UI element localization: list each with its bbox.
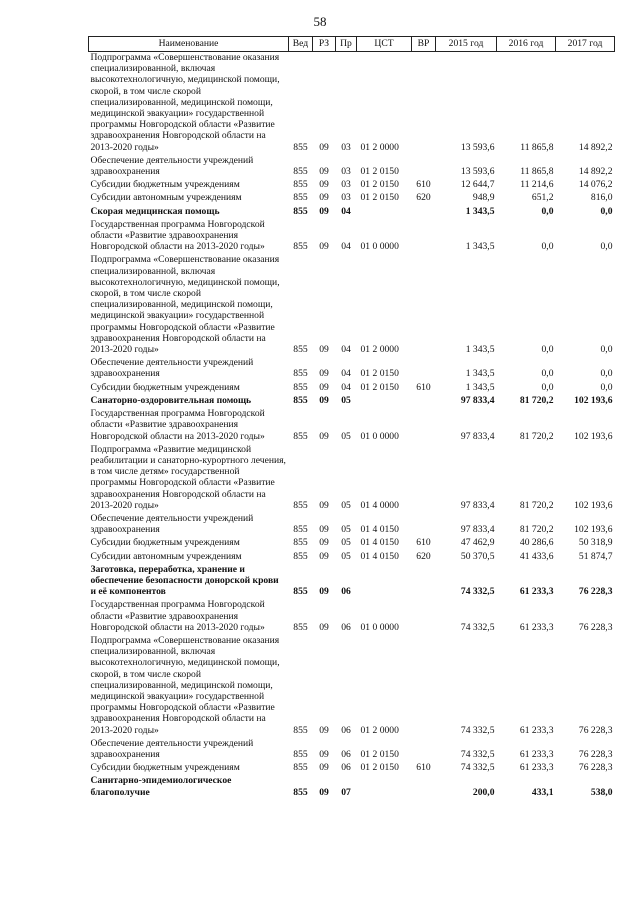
cell-2017: 14 892,2 xyxy=(578,141,613,153)
cell-vr xyxy=(412,597,436,633)
cell-2016: 81 720,2 xyxy=(519,430,554,442)
table-row xyxy=(89,406,615,442)
cell-2016: 433,1 xyxy=(531,786,554,798)
cell-pr: 03 xyxy=(341,179,351,191)
table-row xyxy=(89,190,615,203)
cell-pr: 04 xyxy=(341,381,351,393)
cell-pr: 04 xyxy=(341,368,351,380)
cell-rz: 09 xyxy=(319,166,329,178)
header-rz: РЗ xyxy=(313,37,336,52)
cell-2015: 97 833,4 xyxy=(460,499,495,511)
cell-2015: 1 343,5 xyxy=(465,368,495,380)
table-row xyxy=(89,217,615,253)
page-number: 58 xyxy=(313,14,327,29)
cell-vr xyxy=(412,442,436,511)
table-row xyxy=(89,442,615,511)
cell-name: Субсидии бюджетным учреждениям xyxy=(90,381,240,393)
cell-2016: 81 720,2 xyxy=(519,394,554,406)
cell-cst: 01 2 0150 xyxy=(360,762,399,774)
cell-2017: 0,0 xyxy=(600,205,613,217)
table-row xyxy=(89,562,615,598)
cell-cst: 01 4 0000 xyxy=(360,499,399,511)
cell-ved: 855 xyxy=(293,537,308,549)
cell-vr xyxy=(412,393,436,406)
cell-2017: 14 076,2 xyxy=(578,179,613,191)
cell-cst: 01 0 0000 xyxy=(360,430,399,442)
cell-2017: 76 228,3 xyxy=(578,586,613,598)
cell-2017: 0,0 xyxy=(600,381,613,393)
cell-name: Государственная программа Новгородской области «Развитие здравоохранения Новгородской области на 2013-2020 годы» xyxy=(90,599,265,633)
header-pr: Пр xyxy=(336,37,357,52)
cell-pr: 03 xyxy=(341,192,351,204)
cell-pr: 06 xyxy=(341,586,351,598)
cell-pr: 06 xyxy=(341,762,351,774)
cell-rz: 09 xyxy=(319,241,329,253)
cell-name: Подпрограмма «Совершенствование оказания специализированной, включая высокотехнологичную, медицинской помощи, скорой, в том числе скорой специализированной, медицинской помощи, медицинской эвакуации» государственной программы Новгородской области «Развитие здравоохранения Новгородской области на 2013-2020 годы» xyxy=(90,634,280,736)
cell-2015: 50 370,5 xyxy=(460,550,495,562)
table-row xyxy=(89,736,615,760)
cell-2017: 538,0 xyxy=(590,786,613,798)
cell-pr: 05 xyxy=(341,550,351,562)
cell-rz: 09 xyxy=(319,586,329,598)
cell-cst: 01 2 0150 xyxy=(360,368,399,380)
cell-cst xyxy=(357,204,412,217)
cell-2017: 816,0 xyxy=(590,192,613,204)
cell-2016: 0,0 xyxy=(541,381,554,393)
cell-ved: 855 xyxy=(293,166,308,178)
cell-rz: 09 xyxy=(319,368,329,380)
cell-2015: 13 593,6 xyxy=(460,166,495,178)
cell-ved: 855 xyxy=(293,524,308,536)
header-2017: 2017 год xyxy=(556,37,615,52)
header-2015: 2015 год xyxy=(436,37,497,52)
cell-2017: 0,0 xyxy=(600,241,613,253)
cell-rz: 09 xyxy=(319,205,329,217)
cell-ved: 855 xyxy=(293,241,308,253)
table-row xyxy=(89,393,615,406)
cell-pr: 06 xyxy=(341,748,351,760)
cell-ved: 855 xyxy=(293,430,308,442)
cell-2016: 0,0 xyxy=(541,368,554,380)
table-row xyxy=(89,252,615,355)
cell-vr: 620 xyxy=(416,192,431,204)
cell-vr xyxy=(412,252,436,355)
cell-name: Обеспечение деятельности учреждений здравоохранения xyxy=(90,737,254,760)
cell-2016: 0,0 xyxy=(541,344,554,356)
cell-2016: 61 233,3 xyxy=(519,621,554,633)
cell-rz: 09 xyxy=(319,786,329,798)
table-row xyxy=(89,633,615,736)
cell-2015: 97 833,4 xyxy=(460,524,495,536)
cell-name: Санитарно-эпидемиологическое благополучие xyxy=(90,775,232,798)
cell-2016: 61 233,3 xyxy=(519,724,554,736)
table-row xyxy=(89,52,615,153)
cell-rz: 09 xyxy=(319,179,329,191)
cell-ved: 855 xyxy=(293,344,308,356)
cell-vr: 610 xyxy=(416,762,431,774)
header-name: Наименование xyxy=(89,37,289,52)
cell-2015: 74 332,5 xyxy=(460,762,495,774)
cell-2016: 61 233,3 xyxy=(519,762,554,774)
cell-pr: 06 xyxy=(341,621,351,633)
cell-cst: 01 2 0150 xyxy=(360,166,399,178)
cell-rz: 09 xyxy=(319,394,329,406)
table-header-row xyxy=(89,37,615,52)
cell-ved: 855 xyxy=(293,394,308,406)
cell-ved: 855 xyxy=(293,550,308,562)
cell-ved: 855 xyxy=(293,586,308,598)
cell-2017: 0,0 xyxy=(600,344,613,356)
cell-vr xyxy=(412,52,436,153)
cell-rz: 09 xyxy=(319,499,329,511)
cell-vr: 610 xyxy=(416,537,431,549)
cell-2015: 1 343,5 xyxy=(465,381,495,393)
table-row xyxy=(89,549,615,562)
cell-vr: 610 xyxy=(416,179,431,191)
cell-pr: 05 xyxy=(341,430,351,442)
table-row xyxy=(89,511,615,535)
cell-2017: 76 228,3 xyxy=(578,762,613,774)
cell-name: Обеспечение деятельности учреждений здравоохранения xyxy=(90,357,254,380)
cell-vr xyxy=(412,204,436,217)
header-vr: ВР xyxy=(412,37,436,52)
table-body xyxy=(89,52,615,798)
cell-rz: 09 xyxy=(319,550,329,562)
cell-ved: 855 xyxy=(293,621,308,633)
cell-vr xyxy=(412,511,436,535)
cell-name: Субсидии бюджетным учреждениям xyxy=(90,762,240,774)
cell-name: Субсидии бюджетным учреждениям xyxy=(90,537,240,549)
cell-cst xyxy=(357,562,412,598)
cell-ved: 855 xyxy=(293,205,308,217)
cell-pr: 04 xyxy=(341,205,351,217)
table-row xyxy=(89,597,615,633)
cell-vr xyxy=(412,153,436,177)
table-row xyxy=(89,535,615,548)
header-2016: 2016 год xyxy=(497,37,556,52)
cell-2016: 61 233,3 xyxy=(519,586,554,598)
cell-ved: 855 xyxy=(293,368,308,380)
cell-cst: 01 2 0150 xyxy=(360,381,399,393)
cell-2017: 50 318,9 xyxy=(578,537,613,549)
cell-rz: 09 xyxy=(319,621,329,633)
cell-rz: 09 xyxy=(319,192,329,204)
cell-cst: 01 2 0000 xyxy=(360,724,399,736)
cell-2015: 74 332,5 xyxy=(460,748,495,760)
cell-2016: 11 865,8 xyxy=(520,166,554,178)
cell-2017: 51 874,7 xyxy=(578,550,613,562)
cell-2017: 102 193,6 xyxy=(574,499,613,511)
cell-pr: 03 xyxy=(341,166,351,178)
cell-name: Обеспечение деятельности учреждений здравоохранения xyxy=(90,154,254,178)
cell-vr xyxy=(412,773,436,797)
cell-name: Обеспечение деятельности учреждений здравоохранения xyxy=(90,512,254,536)
cell-ved: 855 xyxy=(293,762,308,774)
cell-ved: 855 xyxy=(293,748,308,760)
cell-name: Подпрограмма «Совершенствование оказания специализированной, включая высокотехнологичную, медицинской помощи, скорой, в том числе скорой специализированной, медицинской помощи, медицинской эвакуации» государственной программы Новгородской области «Развитие здравоохранения Новгородской области на 2013-2020 годы» xyxy=(90,52,280,153)
table-row xyxy=(89,760,615,773)
cell-2016: 81 720,2 xyxy=(519,524,554,536)
cell-rz: 09 xyxy=(319,762,329,774)
cell-pr: 05 xyxy=(341,394,351,406)
cell-2017: 102 193,6 xyxy=(574,394,613,406)
cell-2015: 74 332,5 xyxy=(460,724,495,736)
cell-ved: 855 xyxy=(293,786,308,798)
cell-2015: 1 343,5 xyxy=(465,344,495,356)
cell-pr: 06 xyxy=(341,724,351,736)
cell-name: Заготовка, переработка, хранение и обеспечение безопасности донорской крови и её компонентов xyxy=(90,563,279,598)
cell-cst: 01 4 0150 xyxy=(360,537,399,549)
cell-pr: 05 xyxy=(341,537,351,549)
cell-ved: 855 xyxy=(293,141,308,153)
cell-rz: 09 xyxy=(319,537,329,549)
cell-2016: 0,0 xyxy=(541,241,554,253)
cell-name: Субсидии бюджетным учреждениям xyxy=(90,179,240,191)
cell-2015: 74 332,5 xyxy=(460,586,495,598)
cell-2016: 651,2 xyxy=(531,192,554,204)
cell-2015: 74 332,5 xyxy=(460,621,495,633)
cell-vr xyxy=(412,355,436,379)
cell-2016: 11 865,8 xyxy=(520,141,554,153)
cell-2016: 11 214,6 xyxy=(520,179,554,191)
cell-cst: 01 2 0150 xyxy=(360,179,399,191)
cell-ved: 855 xyxy=(293,724,308,736)
cell-cst: 01 0 0000 xyxy=(360,621,399,633)
cell-cst xyxy=(357,773,412,797)
cell-2017: 76 228,3 xyxy=(578,621,613,633)
cell-cst: 01 4 0150 xyxy=(360,524,399,536)
cell-2015: 1 343,5 xyxy=(465,241,495,253)
cell-ved: 855 xyxy=(293,192,308,204)
cell-name: Санаторно-оздоровительная помощь xyxy=(90,394,252,406)
cell-cst: 01 2 0000 xyxy=(360,141,399,153)
cell-pr: 07 xyxy=(341,786,351,798)
cell-2015: 97 833,4 xyxy=(460,394,495,406)
cell-name: Подпрограмма «Развитие медицинской реабилитации и санаторно-курортного лечения, в том числе детям» государственной программы Новгородской области «Развитие здравоохранения Новгородской области на 2013-2020 годы» xyxy=(90,443,286,511)
cell-2016: 41 433,6 xyxy=(519,550,554,562)
cell-vr: 610 xyxy=(416,381,431,393)
cell-rz: 09 xyxy=(319,724,329,736)
cell-cst: 01 2 0150 xyxy=(360,748,399,760)
cell-2016: 0,0 xyxy=(541,205,554,217)
cell-vr xyxy=(412,736,436,760)
cell-pr: 03 xyxy=(341,141,351,153)
cell-name: Субсидии автономным учреждениям xyxy=(90,550,242,562)
cell-2015: 97 833,4 xyxy=(460,430,495,442)
cell-cst: 01 0 0000 xyxy=(360,241,399,253)
cell-2017: 102 193,6 xyxy=(574,430,613,442)
cell-name: Субсидии автономным учреждениям xyxy=(90,192,242,204)
cell-2015: 13 593,6 xyxy=(460,141,495,153)
cell-rz: 09 xyxy=(319,430,329,442)
cell-cst xyxy=(357,393,412,406)
cell-pr: 05 xyxy=(341,499,351,511)
cell-ved: 855 xyxy=(293,381,308,393)
cell-name: Скорая медицинская помощь xyxy=(90,205,220,217)
cell-cst: 01 4 0150 xyxy=(360,550,399,562)
cell-2015: 47 462,9 xyxy=(460,537,495,549)
cell-vr xyxy=(412,406,436,442)
cell-2015: 12 644,7 xyxy=(460,179,495,191)
cell-name: Подпрограмма «Совершенствование оказания специализированной, включая высокотехнологичную, медицинской помощи, скорой, в том числе скорой специализированной, медицинской помощи, медицинской эвакуации» государственной программы Новгородской области «Развитие здравоохранения Новгородской области на 2013-2020 годы» xyxy=(90,254,280,356)
table-row xyxy=(89,773,615,797)
cell-pr: 04 xyxy=(341,241,351,253)
cell-rz: 09 xyxy=(319,381,329,393)
cell-cst: 01 2 0000 xyxy=(360,344,399,356)
cell-2016: 40 286,6 xyxy=(519,537,554,549)
cell-vr xyxy=(412,633,436,736)
cell-2017: 102 193,6 xyxy=(574,524,613,536)
cell-2017: 14 892,2 xyxy=(578,166,613,178)
cell-2015: 948,9 xyxy=(472,192,495,204)
cell-2017: 0,0 xyxy=(600,368,613,380)
cell-2016: 81 720,2 xyxy=(519,499,554,511)
cell-pr: 05 xyxy=(341,524,351,536)
table-row xyxy=(89,355,615,379)
table-row xyxy=(89,153,615,177)
cell-vr xyxy=(412,217,436,253)
cell-pr: 04 xyxy=(341,344,351,356)
header-ved: Вед xyxy=(289,37,313,52)
table-row xyxy=(89,177,615,190)
cell-2015: 200,0 xyxy=(472,786,495,798)
table-row xyxy=(89,204,615,217)
cell-rz: 09 xyxy=(319,748,329,760)
cell-name: Государственная программа Новгородской области «Развитие здравоохранения Новгородской области на 2013-2020 годы» xyxy=(90,218,265,253)
cell-2017: 76 228,3 xyxy=(578,748,613,760)
cell-vr xyxy=(412,562,436,598)
budget-table xyxy=(88,36,615,798)
header-cst: ЦСТ xyxy=(357,37,412,52)
cell-2016: 61 233,3 xyxy=(519,748,554,760)
cell-rz: 09 xyxy=(319,524,329,536)
cell-rz: 09 xyxy=(319,141,329,153)
table-row xyxy=(89,380,615,393)
cell-2015: 1 343,5 xyxy=(465,205,495,217)
cell-vr: 620 xyxy=(416,550,431,562)
cell-2017: 76 228,3 xyxy=(578,724,613,736)
cell-rz: 09 xyxy=(319,344,329,356)
cell-cst: 01 2 0150 xyxy=(360,192,399,204)
cell-ved: 855 xyxy=(293,179,308,191)
cell-name: Государственная программа Новгородской области «Развитие здравоохранения Новгородской области на 2013-2020 годы» xyxy=(90,408,265,442)
cell-ved: 855 xyxy=(293,499,308,511)
